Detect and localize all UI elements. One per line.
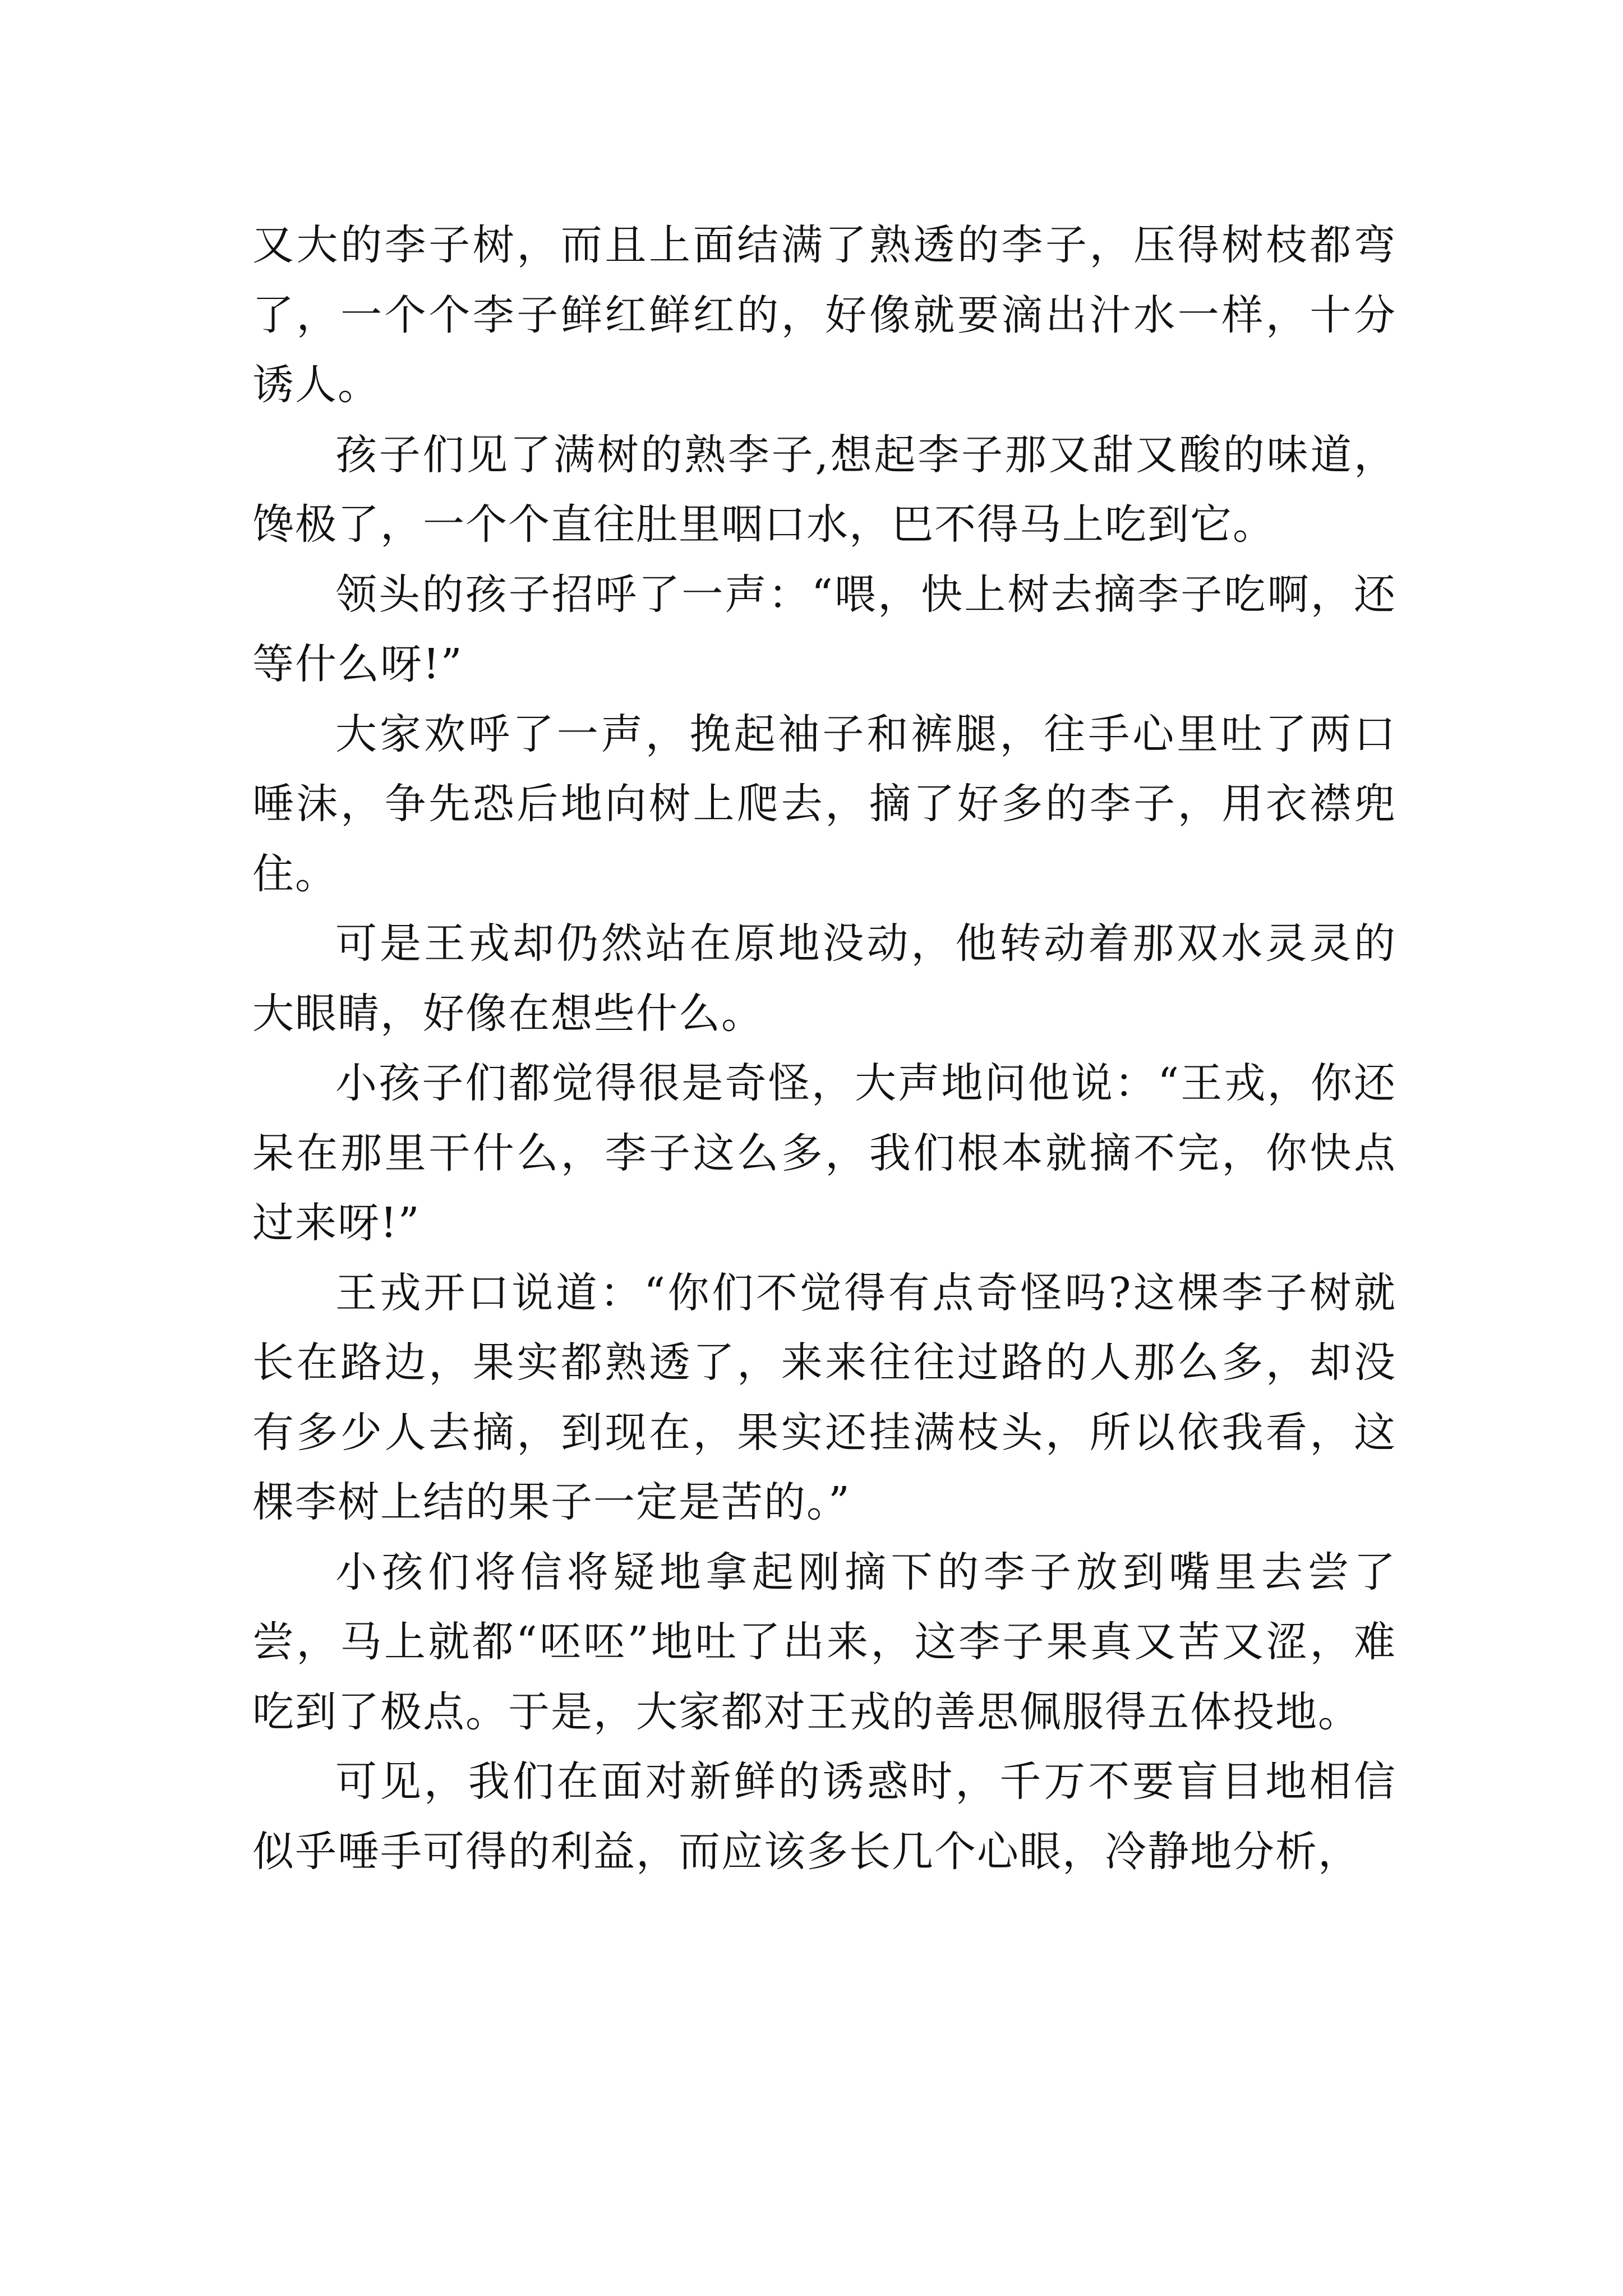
paragraph-2: 孩子们见了满树的熟李子,想起李子那又甜又酸的味道，馋极了，一个个直往肚里咽口水，巴不得马上吃到它。 xyxy=(252,430,1396,549)
paragraph-5: 可是王戎却仍然站在原地没动，他转动着那双水灵灵的大眼睛，好像在想些什么。 xyxy=(252,919,1396,1038)
paragraph-3: 领头的孩子招呼了一声：“喂，快上树去摘李子吃啊，还等什么呀!” xyxy=(252,570,1396,688)
paragraph-1: 又大的李子树，而且上面结满了熟透的李子，压得树枝都弯了，一个个李子鲜红鲜红的，好像就要滴出汁水一样，十分诱人。 xyxy=(252,221,1396,409)
paragraph-8: 小孩们将信将疑地拿起刚摘下的李子放到嘴里去尝了尝，马上就都“呸呸”地吐了出来，这李子果真又苦又涩，难吃到了极点。于是，大家都对王戎的善思佩服得五体投地。 xyxy=(252,1548,1396,1736)
paragraph-6: 小孩子们都觉得很是奇怪，大声地问他说：“王戎，你还呆在那里干什么，李子这么多，我们根本就摘不完，你快点过来呀!” xyxy=(252,1059,1396,1247)
paragraph-7: 王戎开口说道：“你们不觉得有点奇怪吗?这棵李子树就长在路边，果实都熟透了，来来往往过路的人那么多，却没有多少人去摘，到现在，果实还挂满枝头，所以依我看，这棵李树上结的果子一定是苦的。” xyxy=(252,1268,1396,1526)
paragraph-9: 可见，我们在面对新鲜的诱惑时，千万不要盲目地相信似乎唾手可得的利益，而应该多长几个心眼，冷静地分析， xyxy=(252,1757,1396,1876)
paragraph-4: 大家欢呼了一声，挽起袖子和裤腿，往手心里吐了两口唾沫，争先恐后地向树上爬去，摘了好多的李子，用衣襟兜住。 xyxy=(252,710,1396,898)
body-text xyxy=(252,210,1396,1887)
